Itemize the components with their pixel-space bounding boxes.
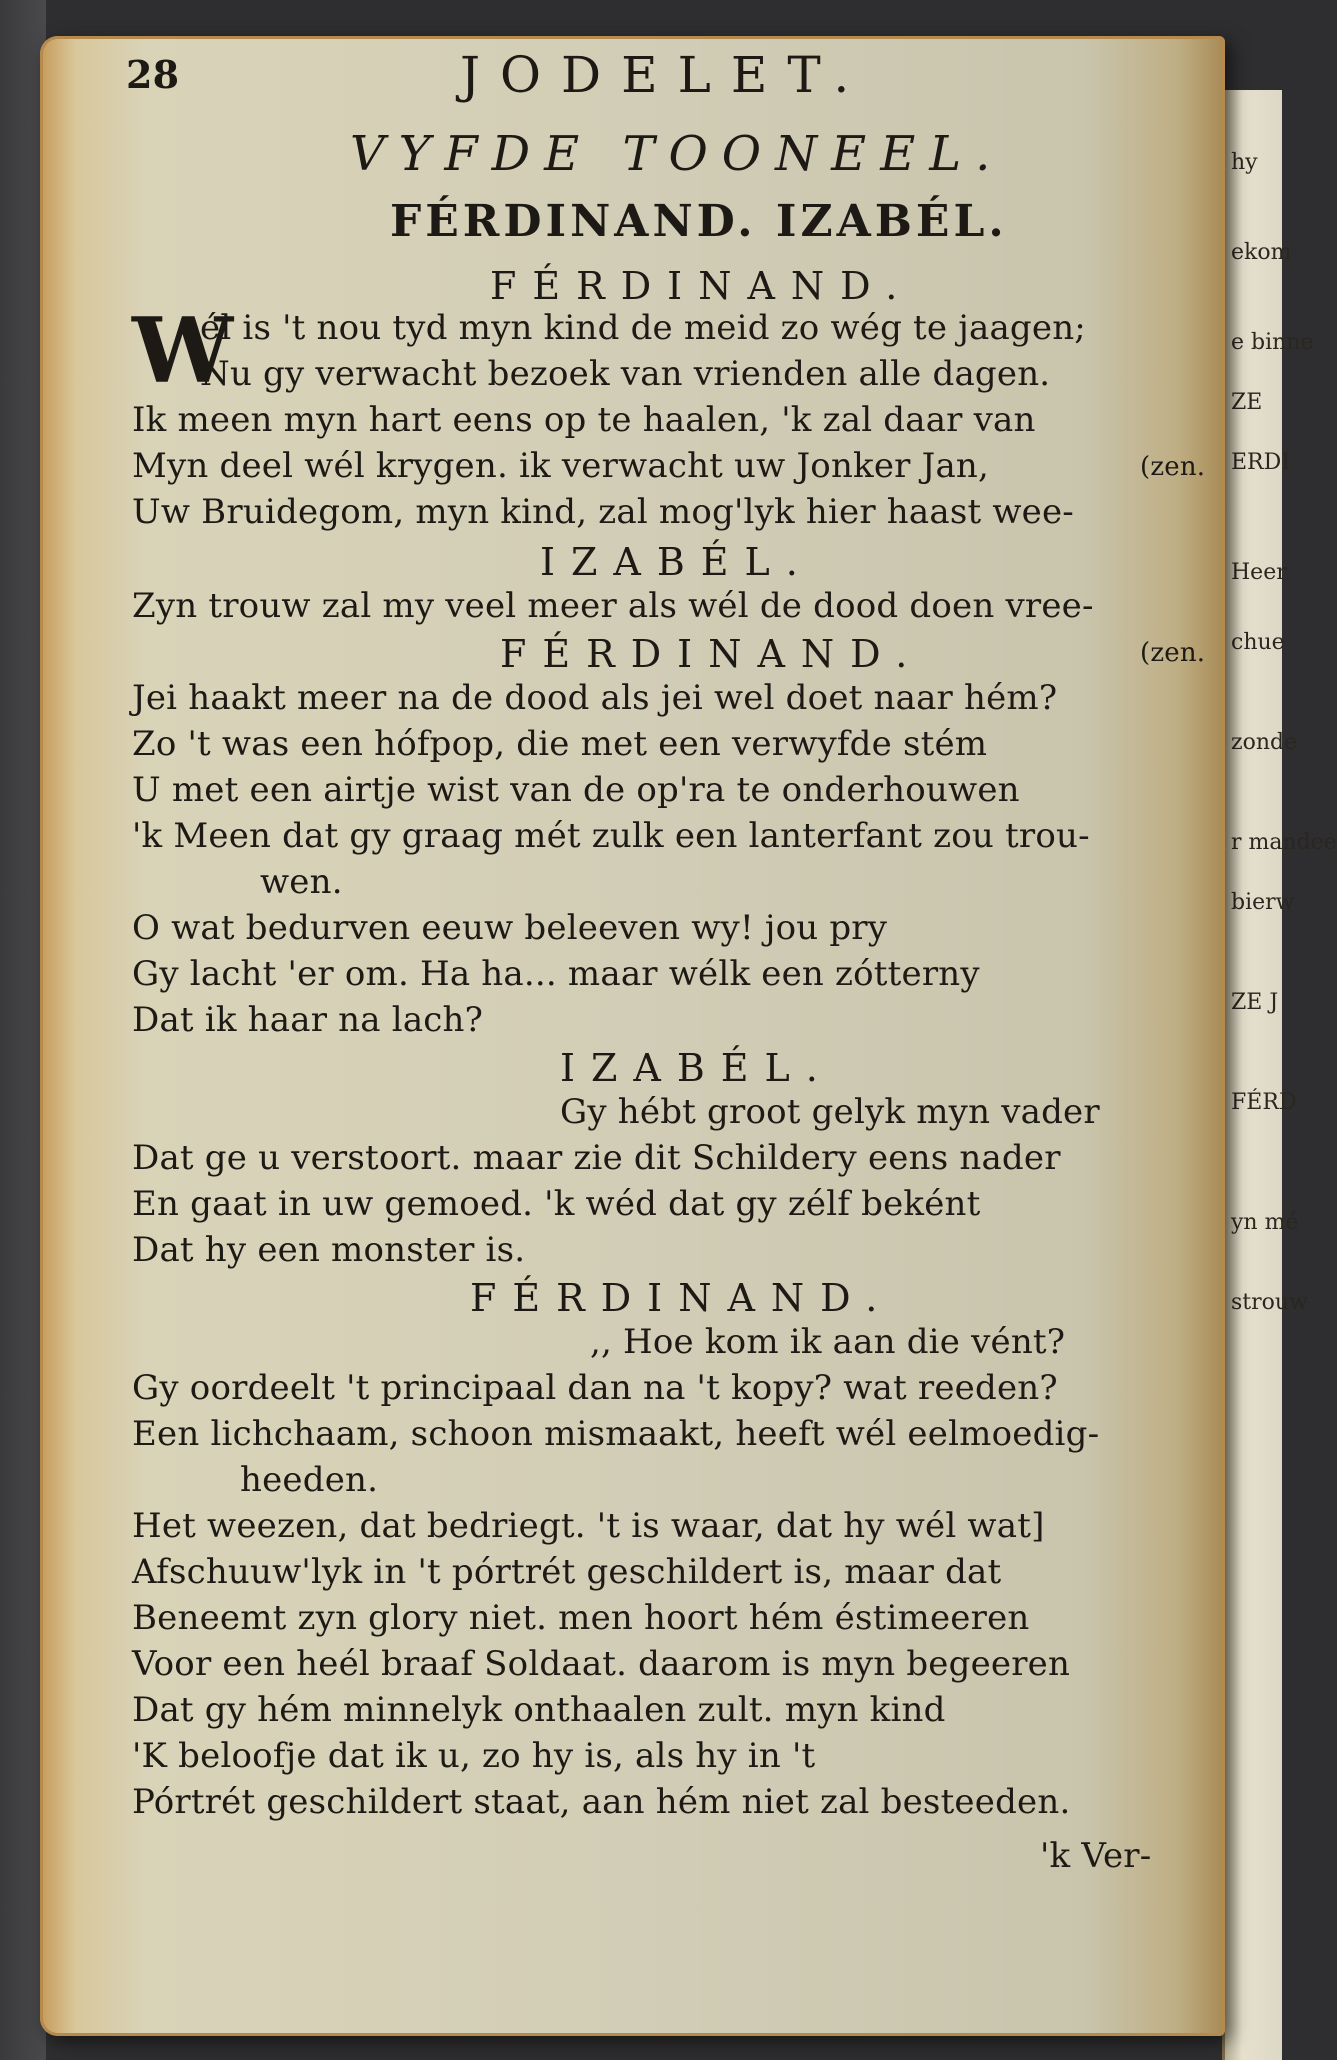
verse-line: Dat hy een monster is.	[132, 1230, 526, 1270]
verse-line: Myn deel wél krygen. ik verwacht uw Jonker Jan,	[132, 446, 990, 486]
adjacent-fragment: e binne	[1231, 330, 1314, 355]
page-text	[40, 36, 1225, 2036]
verse-line: Gy lacht 'er om. Ha ha... maar wélk een zótterny	[132, 954, 980, 994]
verse-line: Uw Bruidegom, myn kind, zal mog'lyk hier haast wee-	[132, 492, 1074, 532]
adjacent-fragment: ZE	[1231, 390, 1263, 415]
verse-line: ,, Hoe kom ik aan die vént?	[590, 1322, 1066, 1362]
adjacent-page-edge	[1222, 90, 1337, 2060]
verse-line: Dat ik haar na lach?	[132, 1000, 484, 1040]
verse-line: Beneemt zyn glory niet. men hoort hém éstimeeren	[132, 1598, 1030, 1638]
verse-line: wen.	[260, 862, 343, 902]
verse-line: Jei haakt meer na de dood als jei wel doet naar hém?	[132, 678, 1058, 718]
drop-cap: W	[132, 298, 234, 404]
verse-line: heeden.	[240, 1460, 379, 1500]
speaker-name: FÉRDINAND.	[490, 264, 914, 308]
adjacent-fragment: zonde	[1231, 730, 1298, 755]
verse-line: Een lichchaam, schoon mismaakt, heeft wél eelmoedig-	[132, 1414, 1100, 1454]
verse-line: Nu gy verwacht bezoek van vrienden alle dagen.	[200, 354, 1051, 394]
speaker-name: FÉRDINAND.	[500, 632, 924, 676]
verse-line: Pórtrét geschildert staat, aan hém niet zal besteeden.	[132, 1782, 1071, 1822]
verse-line: Ik meen myn hart eens op te haalen, 'k zal daar van	[132, 400, 1036, 440]
verse-line: Gy oordeelt 't principaal dan na 't kopy? wat reeden?	[132, 1368, 1058, 1408]
verse-line: En gaat in uw gemoed. 'k wéd dat gy zélf beként	[132, 1184, 981, 1224]
verse-line: Gy hébt groot gelyk myn vader	[560, 1092, 1100, 1132]
page-number: 28	[126, 52, 180, 97]
adjacent-fragment: yn mé	[1231, 1210, 1299, 1235]
speaker-name: IZABÉL.	[540, 540, 814, 584]
adjacent-fragment: ERDI	[1231, 450, 1290, 475]
verse-line: él is 't nou tyd myn kind de meid zo wég te jaagen;	[200, 308, 1086, 348]
character-list: FÉRDINAND. IZABÉL.	[390, 196, 1008, 247]
book-page	[40, 36, 1225, 2036]
adjacent-fragment: bierw	[1231, 890, 1295, 915]
adjacent-fragment: chue	[1231, 630, 1285, 655]
verse-line: O wat bedurven eeuw beleeven wy! jou pry	[132, 908, 888, 948]
running-head: JODELET.	[460, 46, 870, 104]
scene-title: VYFDE TOONEEL.	[350, 126, 1005, 182]
verse-line: Dat ge u verstoort. maar zie dit Schildery eens nader	[132, 1138, 1061, 1178]
verse-line: 'K beloofje dat ik u, zo hy is, als hy in 't	[132, 1736, 816, 1776]
verse-line: Dat gy hém minnelyk onthaalen zult. myn kind	[132, 1690, 946, 1730]
adjacent-fragment: ekom	[1231, 240, 1292, 265]
verse-fragment: (zen.	[1140, 638, 1206, 668]
verse-line: Voor een heél braaf Soldaat. daarom is myn begeeren	[132, 1644, 1071, 1684]
adjacent-fragment: ZE J	[1231, 990, 1279, 1015]
speaker-name: FÉRDINAND.	[470, 1276, 894, 1320]
adjacent-fragment: r mandee	[1231, 830, 1337, 855]
verse-line: Zo 't was een hófpop, die met een verwyfde stém	[132, 724, 988, 764]
speaker-name: IZABÉL.	[560, 1046, 834, 1090]
adjacent-fragment: Heer	[1231, 560, 1287, 585]
verse-line: 'k Meen dat gy graag mét zulk een lanterfant zou trou-	[132, 816, 1090, 856]
verse-line: Zyn trouw zal my veel meer als wél de dood doen vree-	[132, 586, 1094, 626]
adjacent-fragment: strouw	[1231, 1290, 1308, 1315]
catchword: 'k Ver-	[1040, 1836, 1152, 1876]
verse-line: Afschuuw'lyk in 't pórtrét geschildert is, maar dat	[132, 1552, 1002, 1592]
verse-line: Het weezen, dat bedriegt. 't is waar, dat hy wél wat]	[132, 1506, 1045, 1546]
adjacent-fragment: hy	[1231, 150, 1258, 175]
adjacent-fragment: FÉRD	[1231, 1090, 1297, 1115]
verse-line: U met een airtje wist van de op'ra te onderhouwen	[132, 770, 1020, 810]
verse-fragment: (zen.	[1140, 452, 1206, 482]
